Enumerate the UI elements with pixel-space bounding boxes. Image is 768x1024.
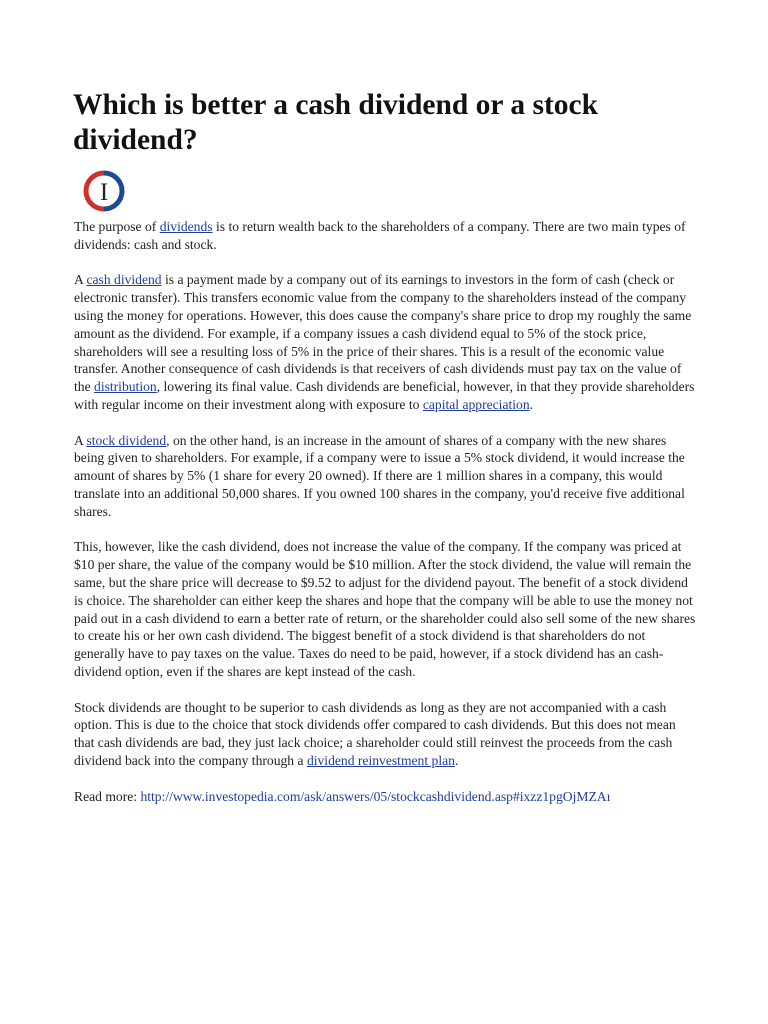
text-span: . bbox=[529, 396, 534, 412]
investopedia-logo-icon bbox=[83, 170, 125, 212]
text-span: The purpose of bbox=[74, 219, 160, 234]
article-body bbox=[74, 218, 698, 823]
text-span: is to return wealth back to the shareholders of a company. There are two main types of dividends: cash and stock. bbox=[74, 219, 686, 252]
paragraph-intro bbox=[74, 218, 698, 254]
paragraph-value: This, however, like the cash dividend, does not increase the value of the company. If the company was priced at $10 per share, the value of the company would be $10 million. After the stock dividend, the value will remain the same, but the share price will decrease to $9.52 to adjust for the dividend payout. The benefit of a stock dividend is choice. The shareholder can either keep the shares and hope that the company will be able to use the money not paid out in a cash dividend to earn a better rate of return, or the shareholder could also sell some of the new shares to create his or her own cash dividend. The biggest benefit of a stock dividend is that shareholders do not generally have to pay taxes on the value. Taxes do need to be paid, however, if a stock dividend has an cash-dividend option, even if the shares are kept instead of the cash. bbox=[74, 539, 696, 679]
stock-dividend-link[interactable]: stock dividend bbox=[86, 432, 167, 448]
read-more-url-link[interactable]: http://www.investopedia.com/ask/answers/05/stockcashdividend.asp#ixzz1pgOjMZAı bbox=[140, 788, 611, 804]
page-title: Which is better a cash dividend or a stock dividend? bbox=[73, 89, 599, 156]
text-span: is a payment made by a company out of its earnings to investors in the form of cash (check or electronic transfer). This transfers economic value from the company to the shareholders instead of the company using the money for operations. However, this does cause the company's share price to drop my roughly the same amount as the dividend. For example, if a company issues a cash dividend equal to 5% of the stock price, shareholders will see a resulting loss of 5% in the price of their shares. This is a result of the economic value transfer. Another consequence of cash dividends is that receivers of cash dividends must pay tax on the value of the bbox=[74, 272, 692, 395]
text-span: , on the other hand, is an increase in the amount of shares of a company with the new shares being given to shareholders. For example, if a company were to issue a 5% stock dividend, it would increase the amount of shares by 5% (1 share for every 20 owned). If there are 1 million shares in a company, this would translate into an additional 50,000 shares. If you owned 100 shares in the company, you'd receive five additional shares. bbox=[74, 432, 685, 519]
text-span: A bbox=[74, 272, 87, 288]
text-span: . bbox=[454, 752, 459, 768]
text-span: Stock dividends are thought to be superior to cash dividends as long as they are not accompanied with a cash option. This is due to the choice that stock dividends offer compared to cash dividends. But this does not mean that cash dividends are bad, they just lack choice; a shareholder could still reinvest the proceeds from the cash dividend back into the company through a bbox=[74, 699, 676, 768]
cash-dividend-link[interactable]: cash dividend bbox=[86, 272, 162, 288]
text-span: , lowering its final value. Cash dividends are beneficial, however, in that they provide shareholders with regular income on their investment along with exposure to bbox=[74, 379, 695, 412]
read-more bbox=[74, 788, 698, 806]
dividend-reinvestment-plan-link[interactable]: dividend reinvestment plan bbox=[306, 752, 455, 768]
distribution-link[interactable]: distribution bbox=[94, 379, 157, 395]
text-span: A bbox=[74, 432, 87, 448]
paragraph-conclusion bbox=[74, 699, 698, 770]
logo-letter: I bbox=[99, 179, 109, 206]
paragraph-cash-dividend bbox=[74, 271, 698, 413]
capital-appreciation-link[interactable]: capital appreciation bbox=[422, 396, 530, 412]
paragraph-stock-dividend bbox=[74, 432, 698, 521]
dividends-link[interactable]: dividends bbox=[159, 219, 213, 234]
read-more-label: Read more: bbox=[74, 788, 141, 804]
